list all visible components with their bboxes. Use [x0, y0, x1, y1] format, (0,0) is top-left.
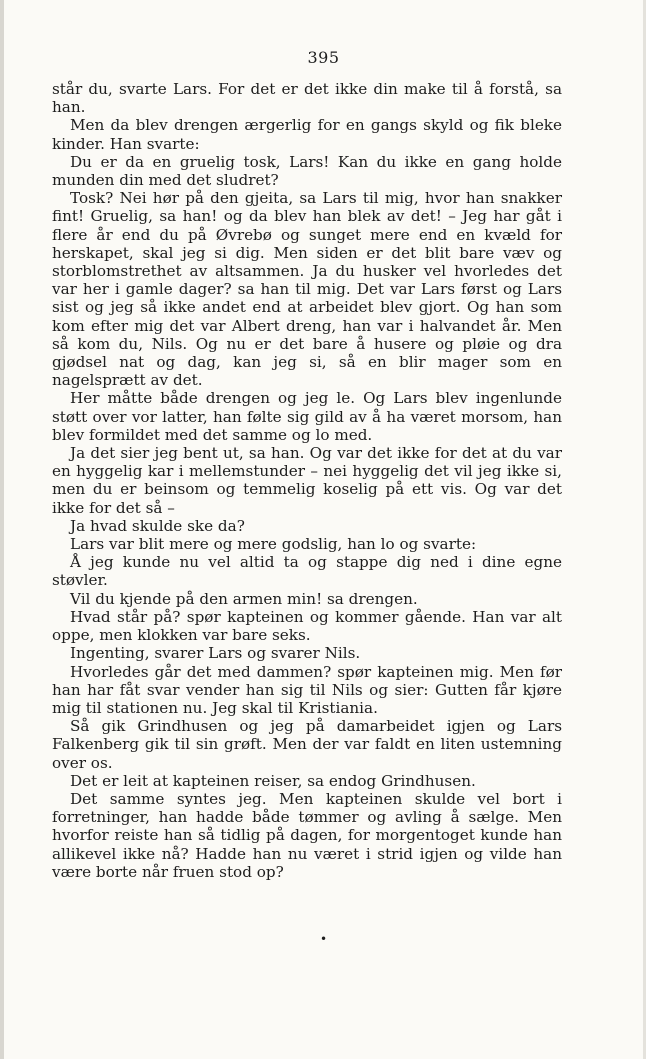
paragraph-6: Ja det sier jeg bent ut, sa han. Og var det ikke for det at du var en hyggelig kar i mellemstunder – nei hyggelig det vil jeg ikke si, men du er beinsom og temmelig koselig på ett vis. Og var det ikke for det så – [52, 444, 562, 517]
paragraph-5: Her måtte både drengen og jeg le. Og Lars blev ingenlunde støtt over vor latter, han følte sig gild av å ha været morsom, han blev formildet med det samme og lo med. [52, 389, 562, 444]
paragraph-13: Hvorledes går det med dammen? spør kapteinen mig. Men før han har fåt svar vender han sig til Nils og sier: Gutten får kjøre mig til stationen nu. Jeg skal til Kristiania. [52, 662, 562, 717]
paragraph-1: står du, svarte Lars. For det er det ikke din make til å forstå, sa han. [52, 80, 562, 117]
paragraph-4: Tosk? Nei hør på den gjeita, sa Lars til mig, hvor han snakker fint! Gruelig, sa han! og da blev han blek av det! – Jeg har gåt i flere år end du på Øvrebø og sunget mere end en kvæld for herskapet, skal jeg si dig. Men siden er det blit bare væv og storblomstrethet av altsammen. Ja du husker vel hvorledes det var her i gamle dager? sa han til mig. Det var Lars først og Lars sist og jeg så ikke andet end at arbeidet blev gjort. Og han som kom efter mig det var Albert dreng, han var i halvandet år. Men så kom du, Nils. Og nu er det bare å husere og pløie og dra gjødsel nat og dag, kan jeg si, så en blir mager som en nagelsprætt av det. [52, 189, 562, 390]
body-text [52, 80, 562, 881]
paragraph-12: Ingenting, svarer Lars og svarer Nils. [70, 644, 361, 663]
paragraph-14: Så gik Grindhusen og jeg på damarbeidet igjen og Lars Falkenberg gik til sin grøft. Men der var faldt en liten ustemning over os. [52, 717, 562, 772]
paragraph-15: Det er leit at kapteinen reiser, sa endog Grindhusen. [70, 771, 476, 790]
paragraph-10: Vil du kjende på den armen min! sa drengen. [70, 589, 418, 608]
end-mark: • [319, 932, 328, 946]
paragraph-7: Ja hvad skulde ske da? [70, 516, 245, 535]
paragraph-9: Å jeg kunde nu vel altid ta og stappe dig ned i dine egne støvler. [52, 553, 562, 590]
paragraph-16: Det samme syntes jeg. Men kapteinen skulde vel bort i forretninger, han hadde både tømmer og avling å sælge. Men hvorfor reiste han så tidlig på dagen, for morgentoget kunde han allikevel ikke nå? Hadde han nu været i strid igjen og vilde han være borte når fruen stod op? [52, 789, 562, 881]
paragraph-8: Lars var blit mere og mere godslig, han lo og svarte: [70, 535, 477, 554]
paragraph-11: Hvad står på? spør kapteinen og kommer gående. Han var alt oppe, men klokken var bare seks. [52, 607, 562, 645]
page-number: 395 [307, 48, 340, 67]
paragraph-3: Du er da en gruelig tosk, Lars! Kan du ikke en gang holde munden din med det sludret? [52, 152, 562, 190]
paragraph-2: Men da blev drengen ærgerlig for en gangs skyld og fik bleke kinder. Han svarte: [52, 116, 562, 153]
